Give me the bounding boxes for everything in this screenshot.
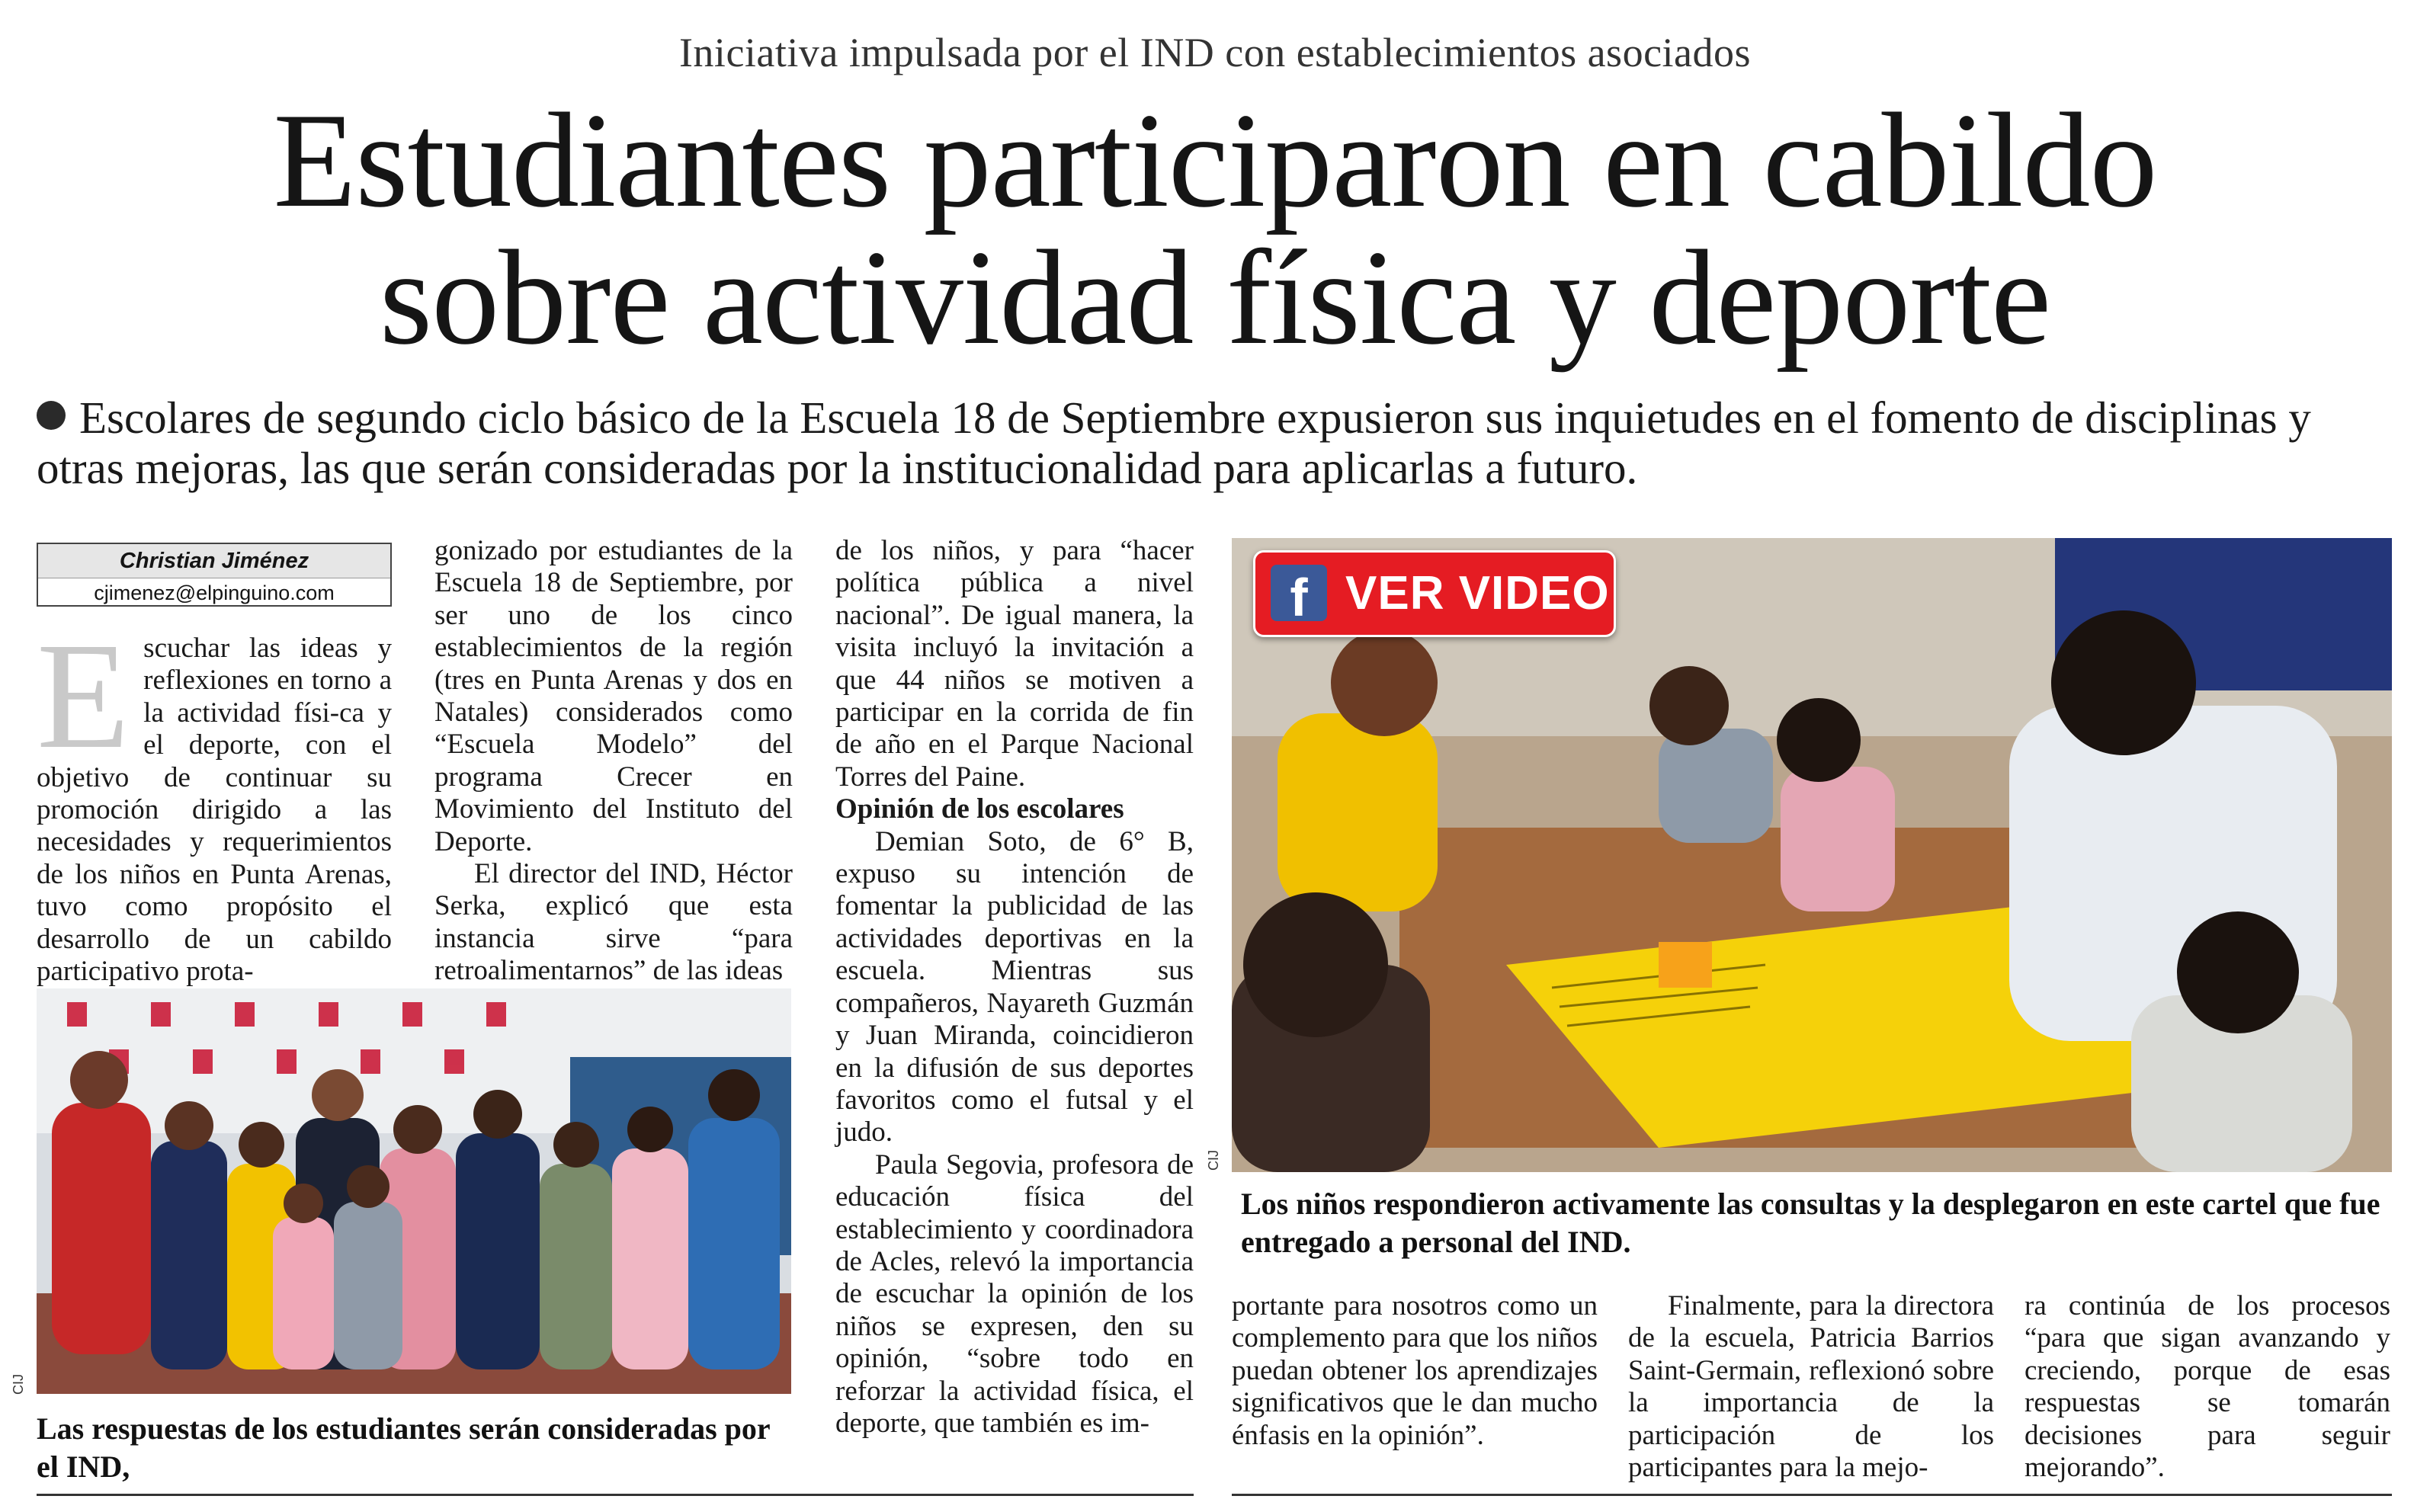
byline-name: Christian Jiménez [38, 544, 390, 578]
article-paragraph-4: Paula Segovia, profesora de educación física del establecimiento y coordinadora de Acles, relevó la importancia de escuchar la opinión de los niños se expresen, den su opinión, “sobre todo en reforzar la actividad física, el deporte, que también es im- [835, 1148, 1194, 1439]
lead-paragraph [37, 392, 2407, 493]
video-button[interactable] [1253, 550, 1616, 637]
photo-credit-2: CIJ [1206, 1150, 1221, 1171]
caption-classroom-photo: Los niños respondieron activamente las consultas y la desplegaron en este cartel que fue entregado a personal del IND. [1241, 1187, 2380, 1259]
facebook-icon: f [1271, 565, 1327, 621]
kicker: Iniciativa impulsada por el IND con establecimientos asociados [678, 30, 1752, 75]
article-paragraph-2-cont: de los niños, y para “hacer política pública a nivel nacional”. De igual manera, la visita incluyó la invitación a que 44 niños se motiven a participar en la corrida de fin de año en el Parque Nacional Torres del Paine. [835, 535, 1194, 793]
article-paragraph-2: El director del IND, Héctor Serka, explicó que esta instancia sirve “para retroalimentarnos” de las ideas [434, 858, 793, 987]
article-column-6 [2024, 1290, 2390, 1484]
video-button-label: VER VIDEO [1345, 567, 1610, 620]
bullet-icon [37, 401, 66, 430]
drop-cap: E [37, 612, 130, 780]
byline [37, 543, 392, 607]
caption-group-photo: Las respuestas de los estudiantes serán consideradas por el IND, [37, 1411, 770, 1484]
article-paragraph-3: Demian Soto, de 6° B, expuso su intención de fomentar la publicidad de las actividades deportivas en la escuela. Mientras sus compañeros, Nayareth Guzmán y Juan Miranda, coincidieron en la difusión de sus deportes favoritos como el futsal y el judo. [835, 825, 1194, 1148]
article-column-1 [37, 612, 392, 988]
article-column-3 [835, 535, 1194, 1440]
headline [0, 85, 2430, 373]
bottom-rule-left [37, 1494, 1194, 1496]
lead-text: Escolares de segundo ciclo básico de la Escuela 18 de Septiembre expusieron sus inquietudes en el fomento de disciplinas y otras mejoras, las que serán consideradas por la institucionalidad para aplicarlas a futuro. [37, 392, 2311, 493]
group-photo-illustration [37, 988, 791, 1394]
byline-email[interactable]: cjimenez@elpinguino.com [38, 578, 390, 607]
article-paragraph-1-cont: gonizado por estudiantes de la Escuela 18 de Septiembre, por ser uno de los cinco establecimientos de la región (tres en Punta Arenas y dos en Natales) considerados como “Escuela Modelo” del programa Crecer en Movimiento del Instituto del Deporte. [434, 535, 793, 857]
article-column-5 [1628, 1290, 1994, 1484]
photo-credit-1: CIJ [11, 1374, 26, 1395]
bottom-rule-right [1232, 1494, 2392, 1496]
subhead-opinion: Opinión de los escolares [835, 793, 1124, 825]
article-paragraph-4-cont: portante para nosotros como un complemento para que los niños puedan obtener los aprendizajes significativos que le dan mucho énfasis en la opinión”. [1232, 1290, 1598, 1451]
group-photo [37, 988, 791, 1394]
article-column-4 [1232, 1290, 1598, 1452]
article-paragraph-5-cont: ra continúa de los procesos “para que sigan avanzando y creciendo, porque de esas respuestas se tomarán decisiones para seguir mejorando”. [2024, 1290, 2390, 1484]
headline-line-1: Estudiantes participaron en cabildo [273, 85, 2157, 235]
headline-line-2: sobre actividad física y deporte [379, 222, 2051, 373]
article-paragraph-5: Finalmente, para la directora de la escuela, Patricia Barrios Saint-Germain, reflexionó sobre la importancia de la participación de los participantes para la mejo- [1628, 1290, 1994, 1484]
article-column-2 [434, 535, 793, 988]
article-paragraph-1: scuchar las ideas y reflexiones en torno a la actividad físi-ca y el deporte, con el objetivo de continuar su promoción dirigido a las necesidades y requerimientos de los niños en Punta Arenas, tuvo como propósito el desarrollo de un cabildo participativo prota- [37, 633, 392, 988]
